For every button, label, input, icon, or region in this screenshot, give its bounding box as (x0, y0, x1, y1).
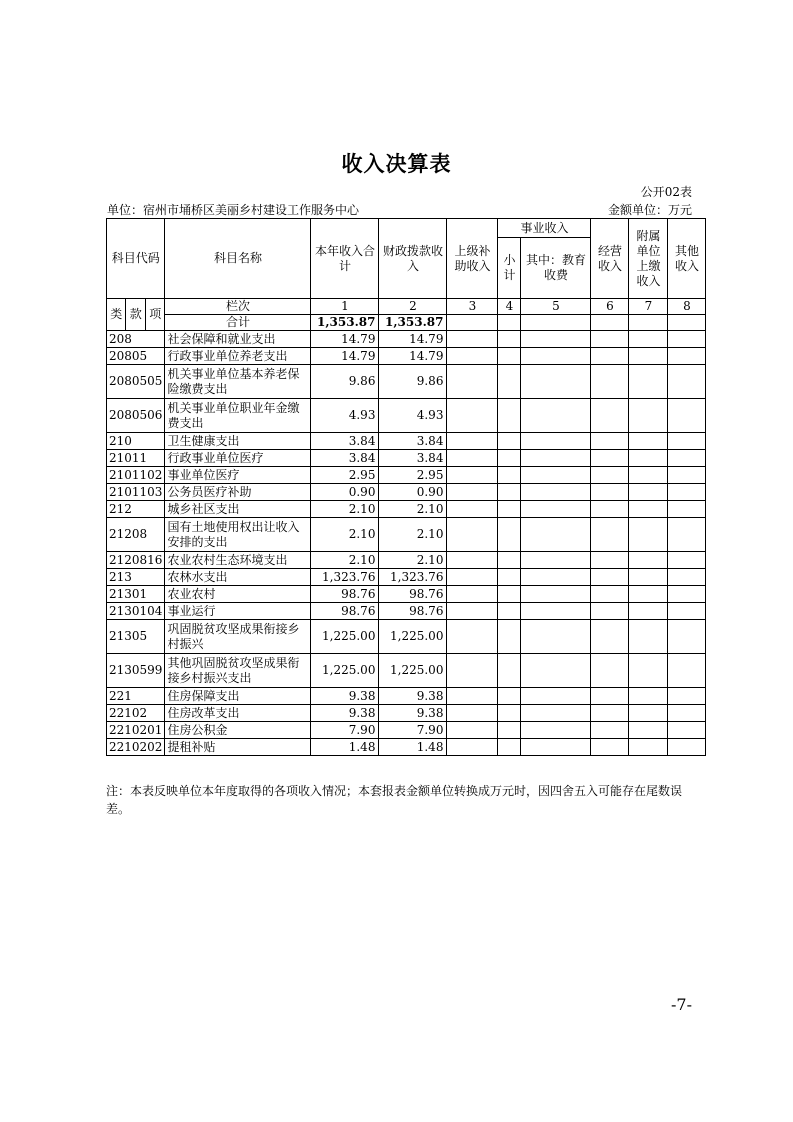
empty-cell (629, 722, 668, 739)
row-fiscal: 4.93 (379, 399, 447, 433)
empty-cell (521, 705, 591, 722)
empty-cell (591, 501, 629, 518)
empty-cell (447, 705, 498, 722)
row-fiscal: 1,225.00 (379, 654, 447, 688)
empty-cell (498, 569, 521, 586)
row-code: 213 (107, 569, 165, 586)
empty-cell (498, 620, 521, 654)
table-row (107, 739, 706, 756)
empty-cell (498, 654, 521, 688)
row-fiscal: 2.10 (379, 518, 447, 552)
empty-cell (521, 739, 591, 756)
table-row (107, 705, 706, 722)
empty-cell (521, 518, 591, 552)
empty-cell (629, 586, 668, 603)
empty-cell (521, 399, 591, 433)
header-lanci: 栏次 (165, 299, 311, 315)
total-row (107, 315, 706, 331)
row-total: 98.76 (311, 586, 379, 603)
empty-cell (591, 484, 629, 501)
empty-cell (668, 399, 706, 433)
empty-cell (668, 739, 706, 756)
reporting-unit: 单位：宿州市埇桥区美丽乡村建设工作服务中心 (107, 203, 360, 217)
row-fiscal: 1,225.00 (379, 620, 447, 654)
table-row (107, 348, 706, 365)
empty-cell (521, 467, 591, 484)
empty-cell (521, 552, 591, 569)
empty-cell (498, 467, 521, 484)
row-name: 农业农村生态环境支出 (165, 552, 311, 569)
table-row (107, 450, 706, 467)
header-edu: 其中：教育收费 (521, 238, 591, 299)
empty-cell (447, 569, 498, 586)
empty-cell (447, 365, 498, 399)
total-label: 合计 (165, 315, 311, 331)
empty-cell (591, 433, 629, 450)
row-code: 2101102 (107, 467, 165, 484)
row-total: 3.84 (311, 433, 379, 450)
table-row (107, 433, 706, 450)
empty-cell (629, 705, 668, 722)
row-total: 7.90 (311, 722, 379, 739)
empty-cell (591, 552, 629, 569)
empty-cell (591, 365, 629, 399)
empty-cell (521, 569, 591, 586)
row-name: 农业农村 (165, 586, 311, 603)
row-fiscal: 98.76 (379, 586, 447, 603)
empty-cell (629, 552, 668, 569)
empty-cell (629, 603, 668, 620)
empty-cell (591, 348, 629, 365)
row-code: 2080505 (107, 365, 165, 399)
col-number: 6 (591, 299, 629, 315)
row-code: 21208 (107, 518, 165, 552)
empty-cell (629, 399, 668, 433)
table-row (107, 654, 706, 688)
row-code: 2101103 (107, 484, 165, 501)
table-row (107, 467, 706, 484)
row-code: 21011 (107, 450, 165, 467)
empty-cell (447, 484, 498, 501)
row-fiscal: 9.86 (379, 365, 447, 399)
empty-cell (521, 450, 591, 467)
empty-cell (629, 348, 668, 365)
empty-cell (447, 450, 498, 467)
row-name: 社会保障和就业支出 (165, 331, 311, 348)
header-total: 本年收入合计 (311, 219, 379, 299)
empty-cell (498, 518, 521, 552)
table-row (107, 688, 706, 705)
row-code: 2210202 (107, 739, 165, 756)
row-name: 事业单位医疗 (165, 467, 311, 484)
empty-cell (668, 552, 706, 569)
row-fiscal: 14.79 (379, 348, 447, 365)
empty-cell (447, 433, 498, 450)
empty-cell (668, 722, 706, 739)
row-name: 行政事业单位养老支出 (165, 348, 311, 365)
row-code: 208 (107, 331, 165, 348)
row-total: 2.10 (311, 552, 379, 569)
row-total: 9.86 (311, 365, 379, 399)
row-name: 其他巩固脱贫攻坚成果衔接乡村振兴支出 (165, 654, 311, 688)
header-affil: 附属单位上缴收入 (629, 219, 668, 299)
row-code: 212 (107, 501, 165, 518)
empty-cell (668, 331, 706, 348)
row-code: 21305 (107, 620, 165, 654)
row-code: 221 (107, 688, 165, 705)
empty-cell (668, 620, 706, 654)
row-total: 9.38 (311, 705, 379, 722)
empty-cell (521, 722, 591, 739)
empty-cell (498, 348, 521, 365)
empty-cell (521, 603, 591, 620)
row-total: 1.48 (311, 739, 379, 756)
row-name: 农林水支出 (165, 569, 311, 586)
row-name: 提租补贴 (165, 739, 311, 756)
empty-cell (591, 586, 629, 603)
row-name: 机关事业单位职业年金缴费支出 (165, 399, 311, 433)
row-total: 1,225.00 (311, 654, 379, 688)
row-name: 事业运行 (165, 603, 311, 620)
row-code: 20805 (107, 348, 165, 365)
empty-cell (668, 433, 706, 450)
empty-cell (447, 501, 498, 518)
row-total: 14.79 (311, 331, 379, 348)
row-name: 城乡社区支出 (165, 501, 311, 518)
header-shiye: 事业收入 (498, 219, 591, 238)
header-other: 其他收入 (668, 219, 706, 299)
empty-cell (668, 365, 706, 399)
row-fiscal: 2.95 (379, 467, 447, 484)
empty-cell (629, 484, 668, 501)
empty-cell (447, 654, 498, 688)
row-name: 行政事业单位医疗 (165, 450, 311, 467)
row-fiscal: 14.79 (379, 331, 447, 348)
empty-cell (629, 501, 668, 518)
empty-cell (668, 450, 706, 467)
page-title: 收入决算表 (341, 152, 452, 176)
row-name: 公务员医疗补助 (165, 484, 311, 501)
empty-cell (629, 518, 668, 552)
col-number: 5 (521, 299, 591, 315)
empty-cell (668, 518, 706, 552)
empty-cell (668, 467, 706, 484)
col-number: 1 (311, 299, 379, 315)
row-name: 住房保障支出 (165, 688, 311, 705)
empty-cell (591, 739, 629, 756)
row-name: 机关事业单位基本养老保险缴费支出 (165, 365, 311, 399)
row-fiscal: 98.76 (379, 603, 447, 620)
col-number: 7 (629, 299, 668, 315)
row-fiscal: 9.38 (379, 705, 447, 722)
empty-cell (498, 552, 521, 569)
empty-cell (498, 586, 521, 603)
header-kuan: 款 (126, 299, 145, 331)
empty-cell (629, 569, 668, 586)
empty-cell (668, 501, 706, 518)
empty-cell (447, 331, 498, 348)
empty-cell (591, 399, 629, 433)
row-fiscal: 9.38 (379, 688, 447, 705)
row-total: 2.95 (311, 467, 379, 484)
empty-cell (447, 722, 498, 739)
table-row (107, 569, 706, 586)
total-amount: 1,353.87 (311, 315, 379, 331)
empty-cell (591, 722, 629, 739)
table-row (107, 586, 706, 603)
row-fiscal: 3.84 (379, 433, 447, 450)
empty-cell (591, 467, 629, 484)
table-row (107, 484, 706, 501)
table-body (107, 331, 706, 756)
empty-cell (447, 552, 498, 569)
empty-cell (498, 501, 521, 518)
empty-cell (498, 433, 521, 450)
row-fiscal: 7.90 (379, 722, 447, 739)
empty-cell (498, 365, 521, 399)
empty-cell (629, 620, 668, 654)
empty-cell (591, 331, 629, 348)
row-code: 2130104 (107, 603, 165, 620)
amount-unit: 金额单位：万元 (607, 203, 692, 217)
header-subtotal: 小计 (498, 238, 521, 299)
table-row (107, 722, 706, 739)
empty-cell (447, 348, 498, 365)
empty-cell (521, 331, 591, 348)
col-number: 8 (668, 299, 706, 315)
empty-cell (498, 331, 521, 348)
row-name: 住房公积金 (165, 722, 311, 739)
empty-cell (591, 603, 629, 620)
empty-cell (591, 569, 629, 586)
empty-cell (668, 603, 706, 620)
row-code: 22102 (107, 705, 165, 722)
row-name: 住房改革支出 (165, 705, 311, 722)
col-number: 4 (498, 299, 521, 315)
empty-cell (629, 365, 668, 399)
table-row (107, 365, 706, 399)
empty-cell (521, 348, 591, 365)
empty-cell (521, 654, 591, 688)
row-fiscal: 2.10 (379, 501, 447, 518)
empty-cell (498, 722, 521, 739)
table-row (107, 552, 706, 569)
header-biz: 经营收入 (591, 219, 629, 299)
footnote: 注：本表反映单位本年度取得的各项收入情况；本套报表金额单位转换成万元时，因四舍五入可能存在尾数误差。 (106, 784, 683, 816)
empty-cell (498, 399, 521, 433)
header-xiang: 项 (145, 299, 164, 331)
empty-cell (629, 739, 668, 756)
col-number: 3 (447, 299, 498, 315)
row-total: 2.10 (311, 501, 379, 518)
table-row (107, 501, 706, 518)
empty-cell (668, 348, 706, 365)
empty-cell (498, 705, 521, 722)
empty-cell (521, 620, 591, 654)
row-code: 2130599 (107, 654, 165, 688)
empty-cell (521, 586, 591, 603)
empty-cell (668, 484, 706, 501)
empty-cell (447, 688, 498, 705)
empty-cell (629, 433, 668, 450)
empty-cell (668, 569, 706, 586)
empty-cell (591, 705, 629, 722)
row-code: 210 (107, 433, 165, 450)
empty-cell (629, 450, 668, 467)
empty-cell (591, 518, 629, 552)
row-total: 14.79 (311, 348, 379, 365)
empty-cell (447, 739, 498, 756)
form-number: 公开02表 (640, 185, 692, 199)
header-lei: 类 (107, 299, 126, 331)
row-code: 21301 (107, 586, 165, 603)
empty-cell (447, 399, 498, 433)
page-number: -7- (671, 995, 692, 1014)
row-total: 1,225.00 (311, 620, 379, 654)
table-header (107, 219, 706, 331)
row-fiscal: 1.48 (379, 739, 447, 756)
row-total: 1,323.76 (311, 569, 379, 586)
empty-cell (498, 450, 521, 467)
empty-cell (629, 654, 668, 688)
empty-cell (668, 654, 706, 688)
empty-cell (498, 739, 521, 756)
row-code: 2210201 (107, 722, 165, 739)
empty-cell (629, 331, 668, 348)
empty-cell (591, 620, 629, 654)
row-code: 2080506 (107, 399, 165, 433)
table-row (107, 620, 706, 654)
row-total: 0.90 (311, 484, 379, 501)
header-code: 科目代码 (107, 219, 165, 299)
table-row (107, 331, 706, 348)
empty-cell (591, 654, 629, 688)
empty-cell (521, 688, 591, 705)
empty-cell (629, 688, 668, 705)
empty-cell (447, 603, 498, 620)
empty-cell (668, 688, 706, 705)
empty-cell (668, 705, 706, 722)
empty-cell (447, 518, 498, 552)
row-total: 2.10 (311, 518, 379, 552)
header-fiscal: 财政拨款收入 (379, 219, 447, 299)
col-number: 2 (379, 299, 447, 315)
row-name: 国有土地使用权出让收入安排的支出 (165, 518, 311, 552)
empty-cell (498, 688, 521, 705)
empty-cell (521, 484, 591, 501)
total-fiscal: 1,353.87 (379, 315, 447, 331)
empty-cell (498, 603, 521, 620)
empty-cell (591, 450, 629, 467)
empty-cell (629, 467, 668, 484)
row-total: 9.38 (311, 688, 379, 705)
row-fiscal: 1,323.76 (379, 569, 447, 586)
empty-cell (447, 620, 498, 654)
empty-cell (668, 586, 706, 603)
row-name: 巩固脱贫攻坚成果衔接乡村振兴 (165, 620, 311, 654)
empty-cell (521, 365, 591, 399)
row-name: 卫生健康支出 (165, 433, 311, 450)
empty-cell (521, 501, 591, 518)
row-code: 2120816 (107, 552, 165, 569)
empty-cell (447, 467, 498, 484)
empty-cell (498, 484, 521, 501)
row-fiscal: 2.10 (379, 552, 447, 569)
table-row (107, 518, 706, 552)
row-fiscal: 0.90 (379, 484, 447, 501)
table-row (107, 399, 706, 433)
empty-cell (521, 433, 591, 450)
header-upper: 上级补助收入 (447, 219, 498, 299)
row-total: 4.93 (311, 399, 379, 433)
row-fiscal: 3.84 (379, 450, 447, 467)
empty-cell (591, 688, 629, 705)
empty-cell (447, 586, 498, 603)
row-total: 3.84 (311, 450, 379, 467)
income-table (106, 218, 706, 756)
header-name: 科目名称 (165, 219, 311, 299)
row-total: 98.76 (311, 603, 379, 620)
table-row (107, 603, 706, 620)
